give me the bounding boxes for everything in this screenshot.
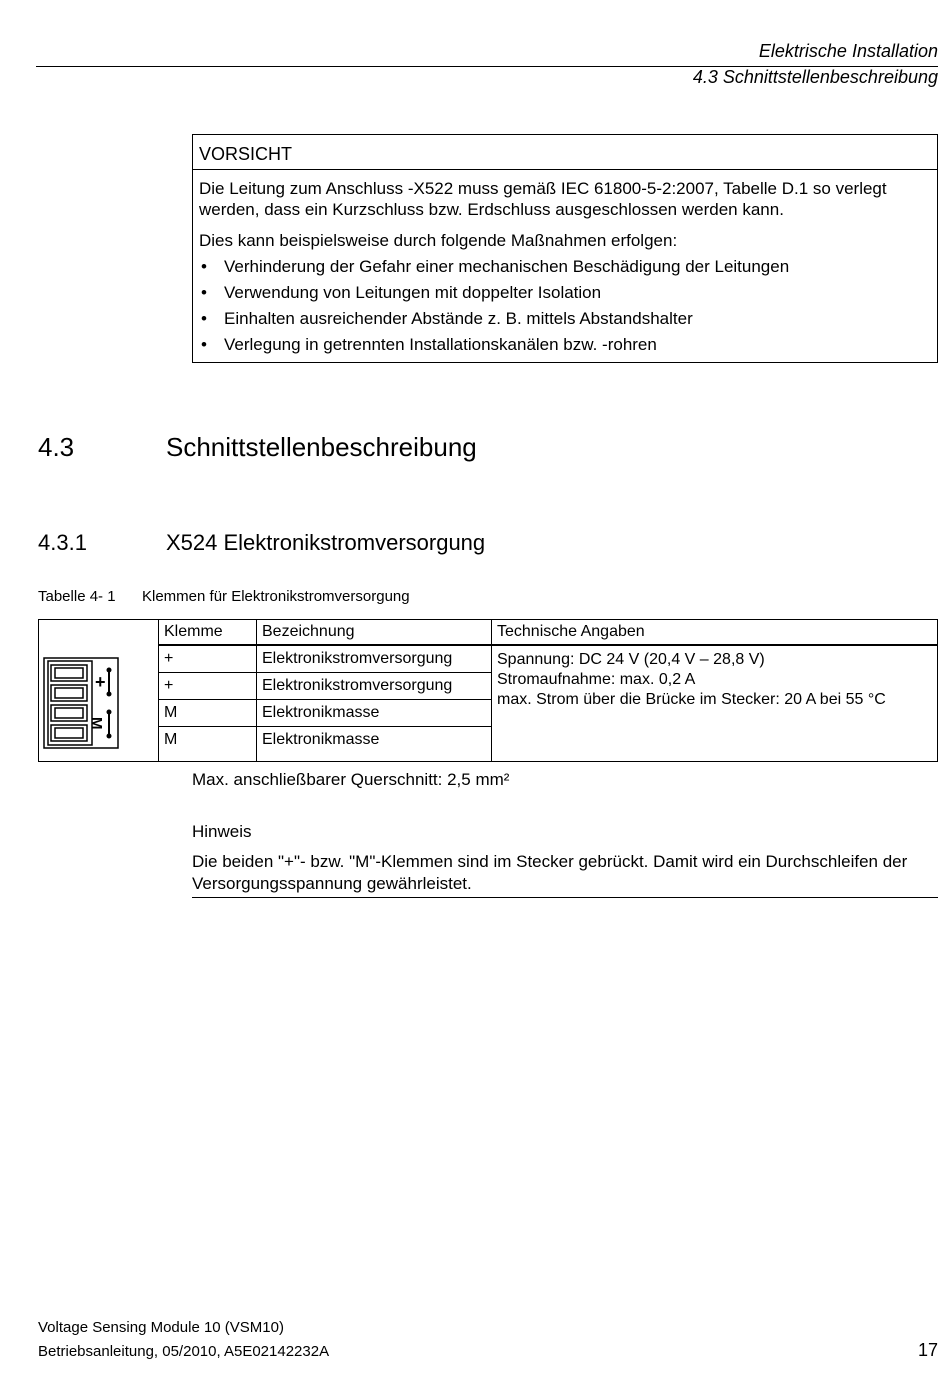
- section-number: 4.3: [38, 432, 75, 462]
- header-chapter: Elektrische Installation: [758, 41, 938, 61]
- list-item: • Verlegung in getrennten Installationskanälen bzw. -rohren: [201, 335, 657, 354]
- table-header-klemme: Klemme: [164, 623, 223, 640]
- note-title: Hinweis: [192, 822, 252, 841]
- tech-spec-current: Stromaufnahme: max. 0,2 A: [497, 671, 696, 688]
- terminal-table: [38, 619, 938, 762]
- bullet-icon: •: [201, 309, 207, 328]
- max-cross-section: Max. anschließbarer Querschnitt: 2,5 mm²: [192, 770, 510, 789]
- note-rule: [192, 897, 938, 898]
- note-text: Die beiden "+"- bzw. "M"-Klemmen sind im Stecker gebrückt. Damit wird ein Durchschleifen der Versorgungsspannung gewährleistet.: [192, 852, 908, 893]
- page-number: 17: [917, 1340, 938, 1360]
- list-item: • Einhalten ausreichender Abstände z. B. mittels Abstandshalter: [201, 309, 693, 328]
- caution-box: [192, 134, 938, 363]
- table-cell-bezeichnung: Elektronikmasse: [262, 704, 380, 721]
- table-cell-klemme: M: [164, 731, 178, 748]
- table-cell-bezeichnung: Elektronikstromversorgung: [262, 677, 453, 694]
- table-cell-klemme: +: [164, 650, 174, 667]
- connector-x524-icon: [43, 657, 119, 749]
- bullet-icon: •: [201, 335, 207, 354]
- table-header-bezeichnung: Bezeichnung: [262, 623, 355, 640]
- footer-document-info: Betriebsanleitung, 05/2010, A5E02142232A: [38, 1343, 330, 1360]
- list-item: • Verhinderung der Gefahr einer mechanischen Beschädigung der Leitungen: [201, 257, 790, 276]
- subsection-number: 4.3.1: [38, 530, 87, 555]
- list-item: • Verwendung von Leitungen mit doppelter Isolation: [201, 283, 602, 302]
- header-section: 4.3 Schnittstellenbeschreibung: [692, 67, 938, 87]
- connector-minus-label: M: [88, 717, 105, 730]
- caution-paragraph: Dies kann beispielsweise durch folgende Maßnahmen erfolgen:: [199, 231, 678, 250]
- tech-spec-voltage: Spannung: DC 24 V (20,4 V – 28,8 V): [497, 651, 765, 668]
- table-caption-text: Klemmen für Elektronikstromversorgung: [142, 588, 410, 605]
- caution-title: VORSICHT: [193, 135, 937, 170]
- caution-paragraph: Die Leitung zum Anschluss -X522 muss gemäß IEC 61800-5-2:2007, Tabelle D.1 so verlegt werden, dass ein Kurzschluss bzw. Erdschluss ausgeschlossen werden kann.: [199, 179, 887, 219]
- section-title: Schnittstellenbeschreibung: [166, 432, 477, 462]
- table-header-technische-angaben: Technische Angaben: [497, 623, 645, 640]
- caution-list: [199, 256, 931, 360]
- footer-document-title: Voltage Sensing Module 10 (VSM10): [38, 1319, 284, 1336]
- tech-spec-bridge-current: max. Strom über die Brücke im Stecker: 20 A bei 55 °C: [497, 691, 886, 708]
- subsection-title: X524 Elektronikstromversorgung: [166, 530, 486, 555]
- bullet-icon: •: [201, 257, 207, 276]
- table-cell-klemme: +: [164, 677, 174, 694]
- caution-body: [193, 170, 937, 360]
- table-cell-bezeichnung: Elektronikstromversorgung: [262, 650, 453, 667]
- table-cell-klemme: M: [164, 704, 178, 721]
- connector-plus-label: +: [95, 672, 106, 692]
- table-caption-label: Tabelle 4- 1: [38, 588, 116, 605]
- table-cell-bezeichnung: Elektronikmasse: [262, 731, 380, 748]
- bullet-icon: •: [201, 283, 207, 302]
